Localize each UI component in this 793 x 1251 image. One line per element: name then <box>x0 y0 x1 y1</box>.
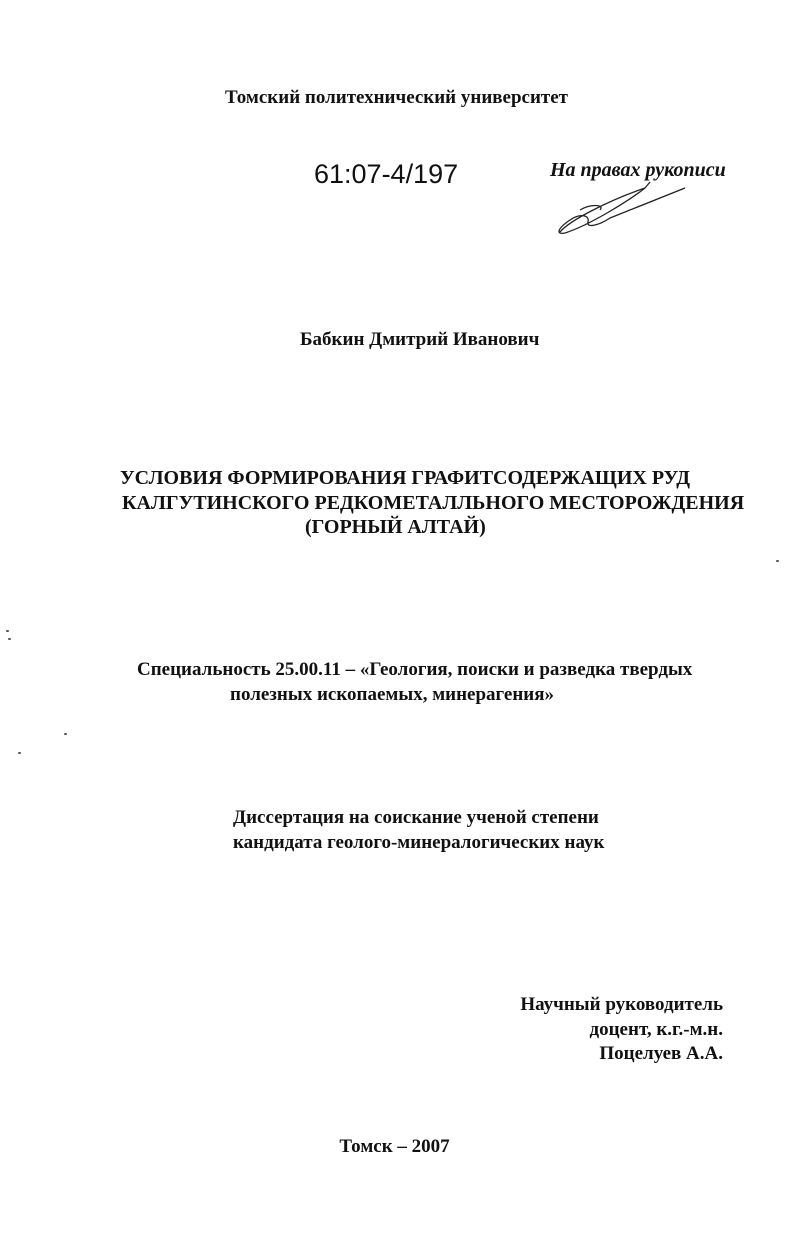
scan-speck <box>64 733 67 735</box>
author-name: Бабкин Дмитрий Иванович <box>300 329 540 350</box>
signature <box>550 180 690 240</box>
supervisor-label: Научный руководитель <box>520 994 723 1015</box>
title-line-3: (ГОРНЫЙ АЛТАЙ) <box>305 516 486 538</box>
title-line-2: КАЛГУТИНСКОГО РЕДКОМЕТАЛЛЬНОГО МЕСТОРОЖДЕНИЯ <box>122 492 745 514</box>
rights-note: На правах рукописи <box>550 159 726 181</box>
supervisor-name: Поцелуев А.А. <box>599 1043 723 1064</box>
university-name: Томский политехнический университет <box>224 87 569 108</box>
degree-line-1: Диссертация на соискание ученой степени <box>233 807 599 828</box>
degree-line-2: кандидата геолого-минералогических наук <box>233 832 605 853</box>
specialty-line-2: полезных ископаемых, минерагения» <box>230 684 555 705</box>
document-code: 61:07-4/197 <box>314 159 459 189</box>
scan-speck <box>18 752 21 754</box>
scan-speck <box>6 630 9 632</box>
scan-speck <box>8 638 11 640</box>
place-year: Томск – 2007 <box>339 1136 450 1157</box>
specialty-line-1: Специальность 25.00.11 – «Геология, поиски и разведка твердых <box>137 659 693 680</box>
supervisor-rank: доцент, к.г.-м.н. <box>589 1019 723 1040</box>
title-line-1: УСЛОВИЯ ФОРМИРОВАНИЯ ГРАФИТСОДЕРЖАЩИХ РУД <box>120 467 690 489</box>
scan-speck <box>776 560 779 562</box>
